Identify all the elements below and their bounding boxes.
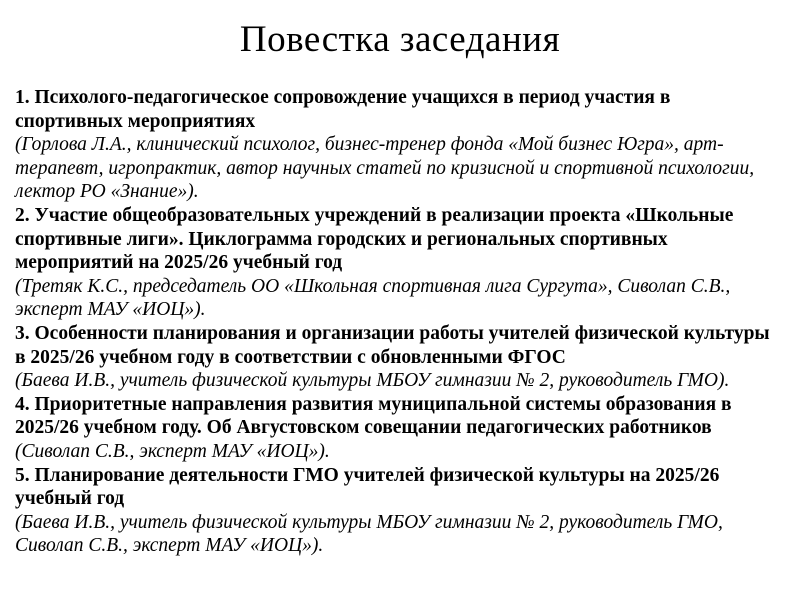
agenda-topic-3: 3. Особенности планирования и организации работы учителей физической культуры в 2025/26 учебном году в соответствии с обновленными ФГОС <box>15 322 770 368</box>
agenda-speakers-2: (Третяк К.С., председатель ОО «Школьная спортивная лига Сургута», Сиволап С.В., эксперт МАУ «ИОЦ»). <box>15 275 731 321</box>
agenda-item-2 <box>15 204 778 322</box>
agenda-topic-4: 4. Приоритетные направления развития муниципальной системы образования в 2025/26 учебном году. Об Августовском совещании педагогических работников <box>15 393 732 439</box>
agenda-speakers-4: (Сиволап С.В., эксперт МАУ «ИОЦ»). <box>15 440 330 462</box>
agenda-topic-1: 1. Психолого-педагогическое сопровождение учащихся в период участия в спортивных мероприятиях <box>15 87 671 132</box>
agenda-speakers-5: (Баева И.В., учитель физической культуры МБОУ гимназии № 2, руководитель ГМО, Сиволап С.В., эксперт МАУ «ИОЦ»). <box>15 511 723 557</box>
slide-title: Повестка заседания <box>239 19 561 60</box>
agenda-list <box>0 86 800 558</box>
agenda-item-1 <box>15 86 778 204</box>
agenda-topic-5: 5. Планирование деятельности ГМО учителей физической культуры на 2025/26 учебный год <box>15 464 720 510</box>
agenda-speakers-3: (Баева И.В., учитель физической культуры МБОУ гимназии № 2, руководитель ГМО). <box>15 370 730 392</box>
agenda-speakers-1: (Горлова Л.А., клинический психолог, бизнес-тренер фонда «Мой бизнес Югра», арт-терапевт, игропрактик, автор научных статей по кризисной и спортивной психологии, лектор РО «Знание»). <box>15 134 755 203</box>
agenda-item-4 <box>15 393 778 464</box>
agenda-item-3 <box>15 322 778 393</box>
agenda-item-5 <box>15 464 778 558</box>
agenda-topic-2: 2. Участие общеобразовательных учреждений в реализации проекта «Школьные спортивные лиги». Циклограмма городских и региональных спортивных мероприятий на 2025/26 учебный год <box>15 204 734 274</box>
